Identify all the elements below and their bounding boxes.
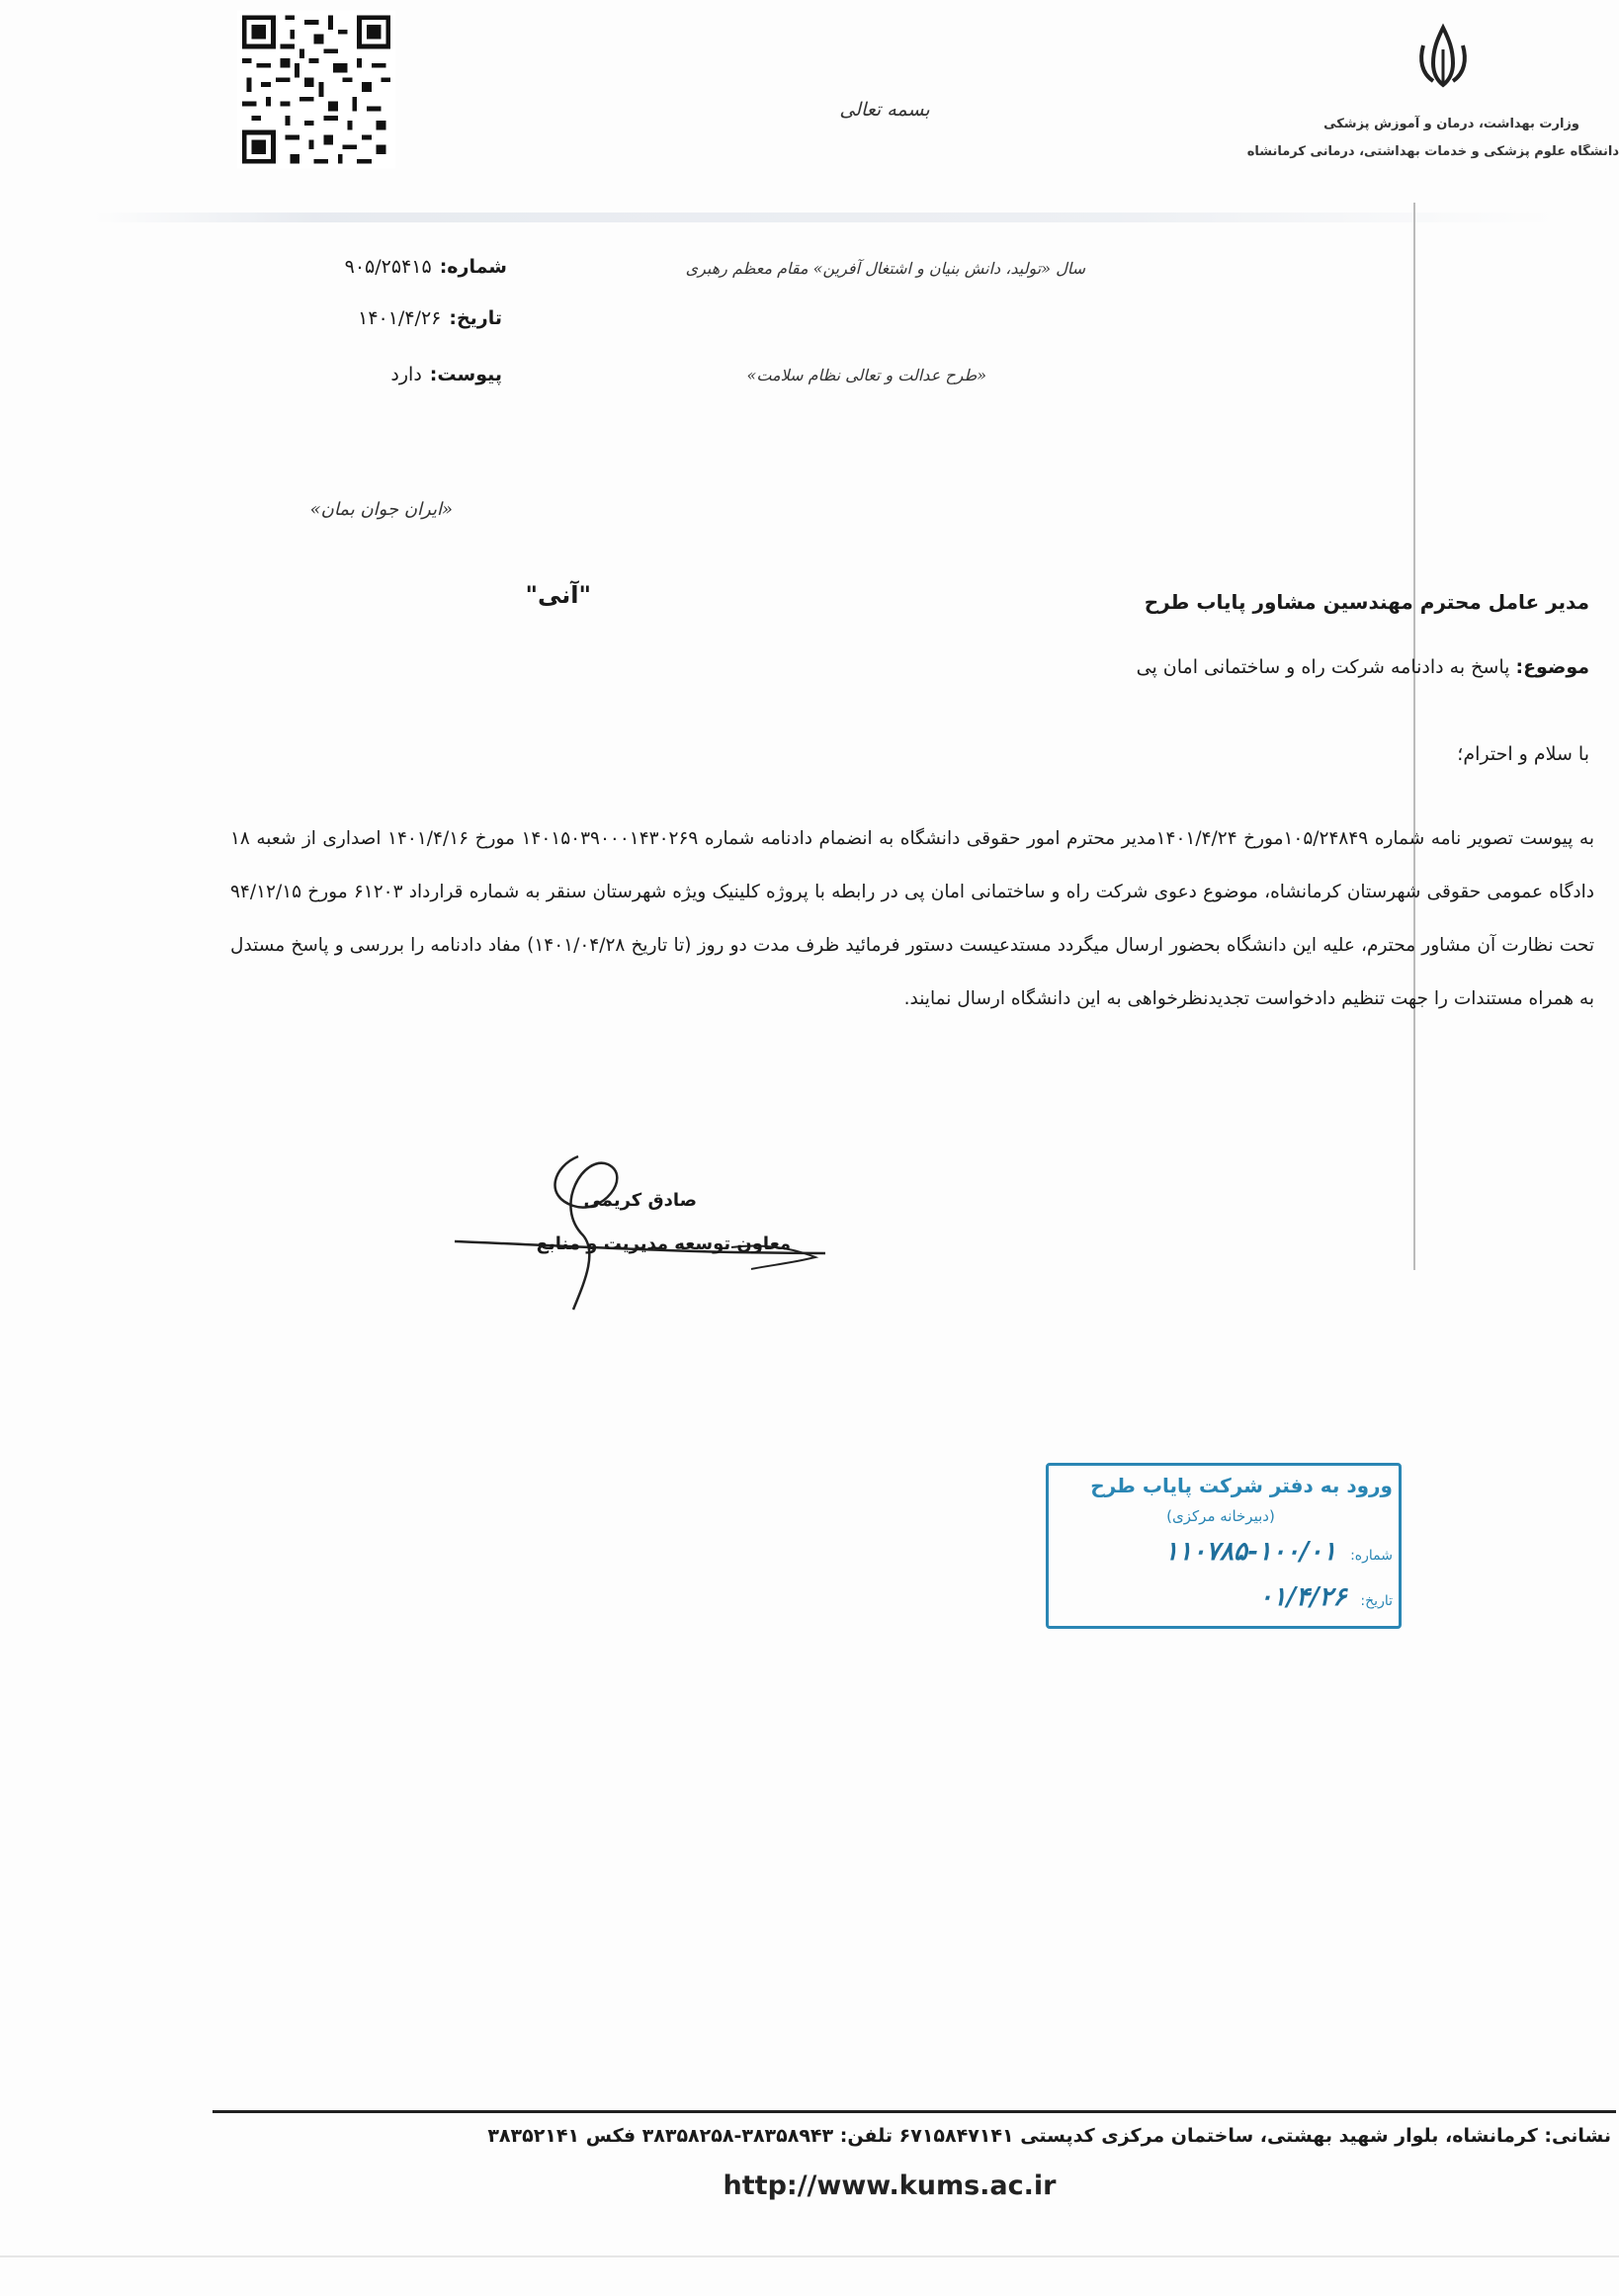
subject-label: موضوع: [1515,656,1589,678]
stamp-date-value: ۰۱/۴/۲۶ [1258,1582,1347,1612]
stamp-title: ورود به دفتر شرکت پایاب طرح [1090,1474,1393,1497]
iran-young-slogan: «ایران جوان بمان» [309,499,453,520]
signatory-name: صادق کریمی [583,1190,697,1211]
letter-attachment-value: دارد [390,364,422,385]
scan-artifact-line [94,213,1557,222]
stamp-subtitle: (دبیرخانه مرکزی) [1166,1507,1275,1525]
urgent-mark: "آنی" [525,581,591,609]
letter-attachment-label: پیوست: [429,364,502,385]
subject-text: پاسخ به دادنامه شرکت راه و ساختمانی امان پی [1136,656,1510,678]
health-plan-slogan: «طرح عدالت و تعالی نظام سلامت» [746,366,986,384]
greeting-line: با سلام و احترام؛ [1457,743,1589,765]
letter-date-label: تاریخ: [449,307,502,329]
received-stamp [1046,1463,1402,1629]
ministry-name: وزارت بهداشت، درمان و آموزش پزشکی [1323,117,1579,131]
stamp-date-label: تاریخ: [1360,1593,1393,1609]
stamp-number-row [1057,1537,1393,1567]
letter-date-value: ۱۴۰۱/۴/۲۶ [358,307,442,329]
footer-website: http://www.kums.ac.ir [723,2170,1057,2201]
stamp-number-value: ۱۰۰/۰۱-۱۱۰۷۸۵ [1164,1537,1337,1567]
letter-body: به پیوست تصویر نامه شماره ۱۰۵/۲۴۸۴۹مورخ ۱۴۰۱/۴/۲۴مدیر محترم امور حقوقی دانشگاه به انضمام دادنامه شماره ۱۴۰۱۵۰۳۹۰۰۰۱۴۳۰۲۶۹ مورخ ۱۴۰۱/۴/۱۶ اصداری از شعبه ۱۸ دادگاه عمومی حقوقی شهرستان کرمانشاه، موضوع دعوی شرکت راه و ساختمانی امان پی در رابطه با پروژه کلینیک ویژه شهرستان سنقر به شماره قرارداد ۶۱۲۰۳ مورخ ۹۴/۱۲/۱۵ تحت نظارت آن مشاور محترم، علیه این دانشگاه بحضور ارسال میگردد مستدعیست دستور فرمائید ظرف مدت دو روز (تا تاریخ ۱۴۰۱/۰۴/۲۸) مفاد دادنامه را بررسی و پاسخ مستدل به همراه مستندات را جهت تنظیم دادخواست تجدیدنظرخواهی به این دانشگاه ارسال نمایند. [230,828,1594,1009]
subject-line [700,656,1589,678]
ministry-emblem-icon [1404,20,1483,99]
qr-code-icon [237,8,395,171]
letter-date [358,307,502,329]
stamp-number-label: شماره: [1350,1548,1393,1564]
stamp-date-row [1057,1582,1393,1612]
signatory-title: معاون توسعه مدیریت و منابع [536,1233,791,1254]
letter-number-value: ۹۰۵/۲۵۴۱۵ [344,256,432,278]
letter-number-label: شماره: [439,256,507,278]
handwritten-signature-icon [435,1137,830,1315]
footer-divider [213,2110,1616,2113]
page-bottom-edge [0,2255,1619,2257]
scan-vertical-fold-line [1413,203,1415,1270]
footer-address: نشانی: کرمانشاه، بلوار شهید بهشتی، ساختمان مرکزی کدپستی ۶۷۱۵۸۴۷۱۴۱ تلفن: ۳۸۳۵۸۹۴۳-۳۸۳۵۸۲۵۸ فکس ۳۸۳۵۲۱۴۱ [487,2125,1611,2147]
letter-number [345,256,507,278]
recipient-line: مدیر عامل محترم مهندسین مشاور پایاب طرح [1144,590,1589,614]
year-slogan: سال «تولید، دانش بنیان و اشتغال آفرین» مقام معظم رهبری [685,259,1085,278]
university-name: دانشگاه علوم پزشکی و خدمات بهداشتی، درمانی کرمانشاه [1246,144,1619,159]
bismillah-heading: بسمه تعالی [839,99,930,121]
letter-attachment [390,364,502,385]
